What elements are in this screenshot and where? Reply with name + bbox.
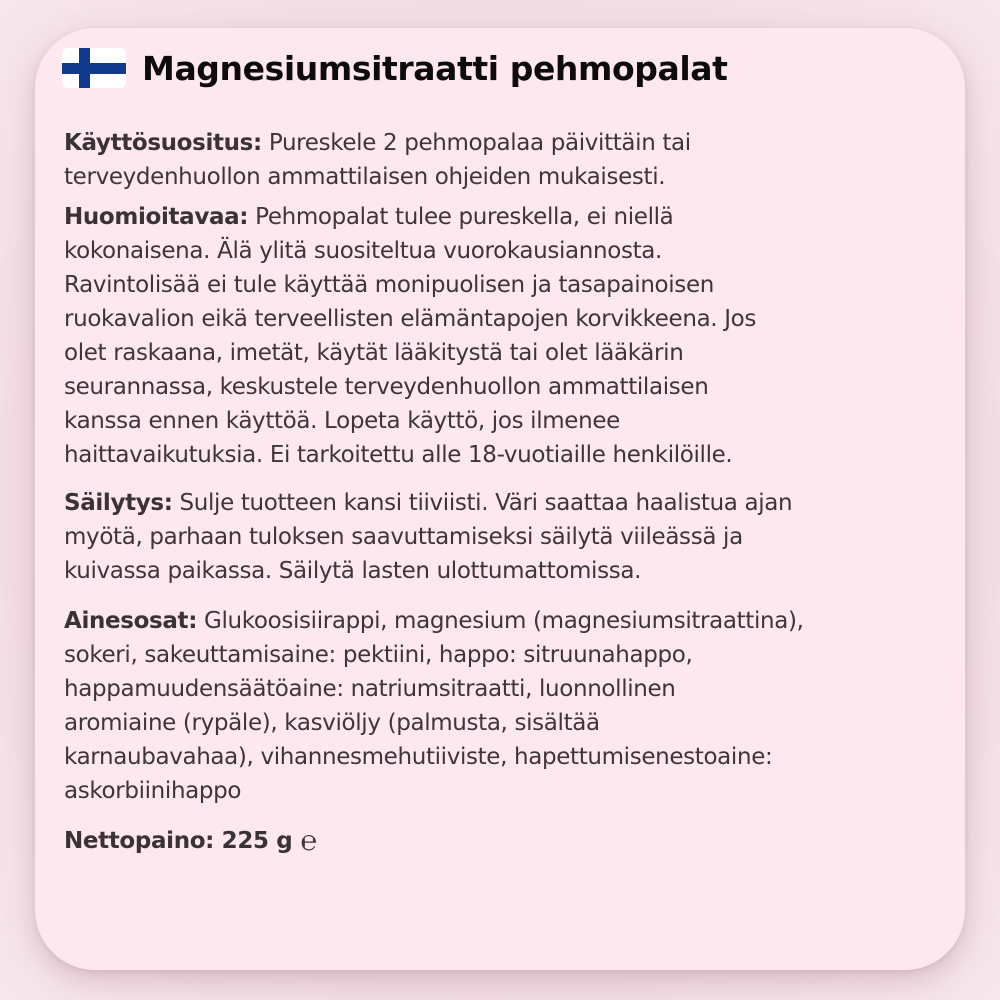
net-weight xyxy=(64,824,914,858)
estimated-sign-icon: ℮ xyxy=(300,824,317,857)
ingredients-text: Glukoosisiirappi, magnesium (magnesiumsitraattina), xyxy=(197,608,804,634)
finland-flag-icon xyxy=(62,48,126,88)
flag-cross-vertical xyxy=(79,48,90,88)
notice-line-1 xyxy=(64,200,914,234)
product-title: Magnesiumsitraatti pehmopalat xyxy=(142,48,728,88)
ingredients-line-3: happamuudensäätöaine: natriumsitraatti, luonnollinen xyxy=(64,676,676,702)
notice-line-3: Ravintolisää ei tule käyttää monipuolisen ja tasapainoisen xyxy=(64,272,714,298)
notice-line-2: kokonaisena. Älä ylitä suositeltua vuorokausiannosta. xyxy=(64,238,662,264)
ingredients-line-5: karnaubavahaa), vihannesmehutiiviste, hapettumisenestoaine: xyxy=(64,744,773,770)
storage-label: Säilytys: xyxy=(64,490,173,516)
net-weight-label: Nettopaino: 225 g xyxy=(64,828,293,854)
notice-section xyxy=(64,200,914,472)
storage-text: Sulje tuotteen kansi tiiviisti. Väri saattaa haalistua ajan xyxy=(172,490,793,516)
storage-section xyxy=(64,486,914,588)
usage-label: Käyttösuositus: xyxy=(64,130,262,156)
flag-cross-horizontal xyxy=(62,63,126,74)
notice-line-7: kanssa ennen käyttöä. Lopeta käyttö, jos ilmenee xyxy=(64,408,620,434)
product-details xyxy=(64,126,914,858)
storage-line-3: kuivassa paikassa. Säilytä lasten ulottumattomissa. xyxy=(64,558,642,584)
ingredients-line-6: askorbiinihappo xyxy=(64,778,242,804)
storage-line-2: myötä, parhaan tuloksen saavuttamiseksi säilytä viileässä ja xyxy=(64,524,743,550)
notice-line-5: olet raskaana, imetät, käytät lääkitystä tai olet lääkärin xyxy=(64,340,684,366)
ingredients-line-4: aromiaine (rypäle), kasviöljy (palmusta, sisältää xyxy=(64,710,600,736)
product-info-card xyxy=(35,28,965,970)
notice-text: Pehmopalat tulee pureskella, ei niellä xyxy=(248,204,674,230)
notice-line-8: haittavaikutuksia. Ei tarkoitettu alle 18-vuotiaille henkilöille. xyxy=(64,442,733,468)
ingredients-label: Ainesosat: xyxy=(64,608,198,634)
card-header xyxy=(62,46,728,90)
notice-line-4: ruokavalion eikä terveellisten elämäntapojen korvikkeena. Jos xyxy=(64,306,757,332)
notice-label: Huomioitavaa: xyxy=(64,204,249,230)
usage-line-2: terveydenhuollon ammattilaisen ohjeiden mukaisesti. xyxy=(64,164,666,190)
usage-section xyxy=(64,126,914,194)
ingredients-line-1 xyxy=(64,604,914,638)
ingredients-line-2: sokeri, sakeuttamisaine: pektiini, happo: sitruunahappo, xyxy=(64,642,693,668)
usage-line-1 xyxy=(64,126,914,160)
notice-line-6: seurannassa, keskustele terveydenhuollon ammattilaisen xyxy=(64,374,709,400)
ingredients-section xyxy=(64,604,914,808)
storage-line-1 xyxy=(64,486,914,520)
usage-text: Pureskele 2 pehmopalaa päivittäin tai xyxy=(261,130,691,156)
